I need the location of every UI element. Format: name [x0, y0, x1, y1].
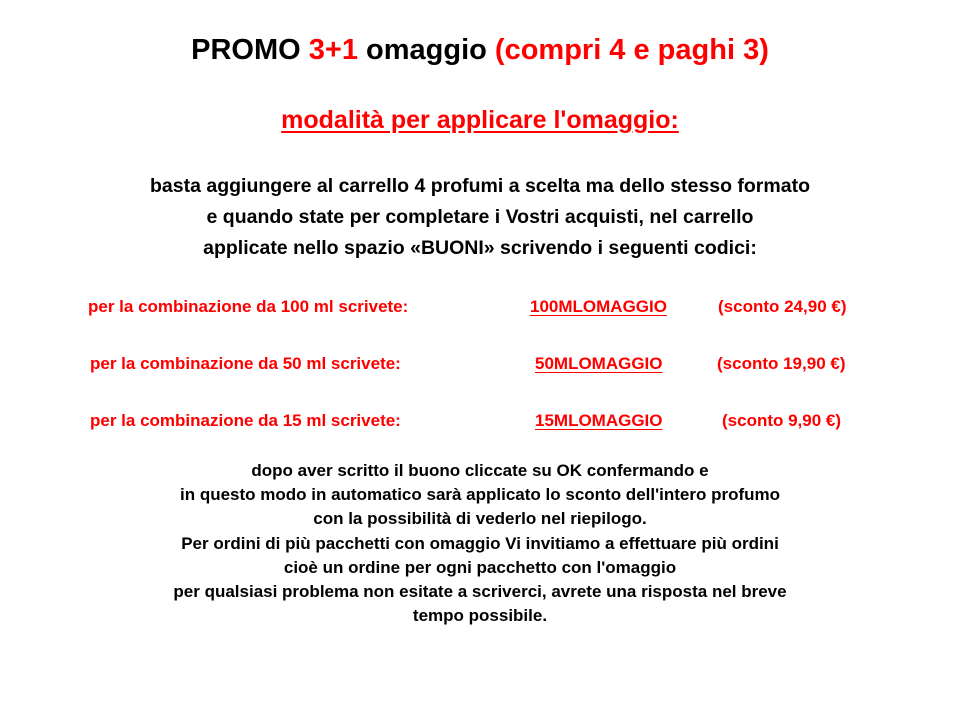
title-offer: 3+1: [308, 34, 358, 66]
discount-amount: (sconto 19,90 €): [717, 354, 846, 373]
code-label: per la combinazione da 15 ml scrivete:: [90, 411, 401, 430]
subtitle: [0, 106, 960, 135]
page-title: [0, 34, 960, 67]
discount-amount: (sconto 24,90 €): [718, 297, 847, 316]
coupon-code: 100MLOMAGGIO: [530, 297, 667, 316]
title-promo: PROMO: [191, 34, 309, 66]
intro-paragraph: [40, 171, 920, 264]
coupon-code: 15MLOMAGGIO: [535, 411, 663, 430]
coupon-code: 50MLOMAGGIO: [535, 354, 663, 373]
title-explanation: (compri 4 e paghi 3): [494, 34, 769, 66]
footer-line: tempo possibile.: [412, 606, 548, 626]
intro-line: basta aggiungere al carrello 4 profumi a scelta ma dello stesso formato: [150, 175, 810, 197]
footer-line: con la possibilità di vederlo nel riepilogo.: [313, 509, 647, 529]
code-row-15ml: [0, 411, 960, 437]
title-omaggio: omaggio: [357, 34, 495, 66]
code-label: per la combinazione da 100 ml scrivete:: [88, 297, 409, 316]
intro-line: e quando state per completare i Vostri acquisti, nel carrello: [206, 206, 754, 228]
discount-amount: (sconto 9,90 €): [722, 411, 842, 430]
footer-line: per qualsiasi problema non esitate a scriverci, avrete una risposta nel breve: [173, 582, 787, 602]
footer-line: Per ordini di più pacchetti con omaggio Vi invitiamo a effettuare più ordini: [181, 533, 779, 553]
intro-line: applicate nello spazio «BUONI» scrivendo i seguenti codici:: [203, 237, 757, 259]
code-row-100ml: [0, 297, 960, 323]
code-label: per la combinazione da 50 ml scrivete:: [90, 354, 401, 373]
subtitle-text: modalità per applicare l'omaggio:: [281, 106, 679, 134]
code-row-50ml: [0, 354, 960, 380]
footer-line: cioè un ordine per ogni pacchetto con l'omaggio: [283, 557, 677, 577]
instructions-paragraph: [30, 459, 930, 628]
footer-line: in questo modo in automatico sarà applicato lo sconto dell'intero profumo: [179, 485, 781, 505]
footer-line: dopo aver scritto il buono cliccate su OK confermando e: [251, 461, 709, 480]
